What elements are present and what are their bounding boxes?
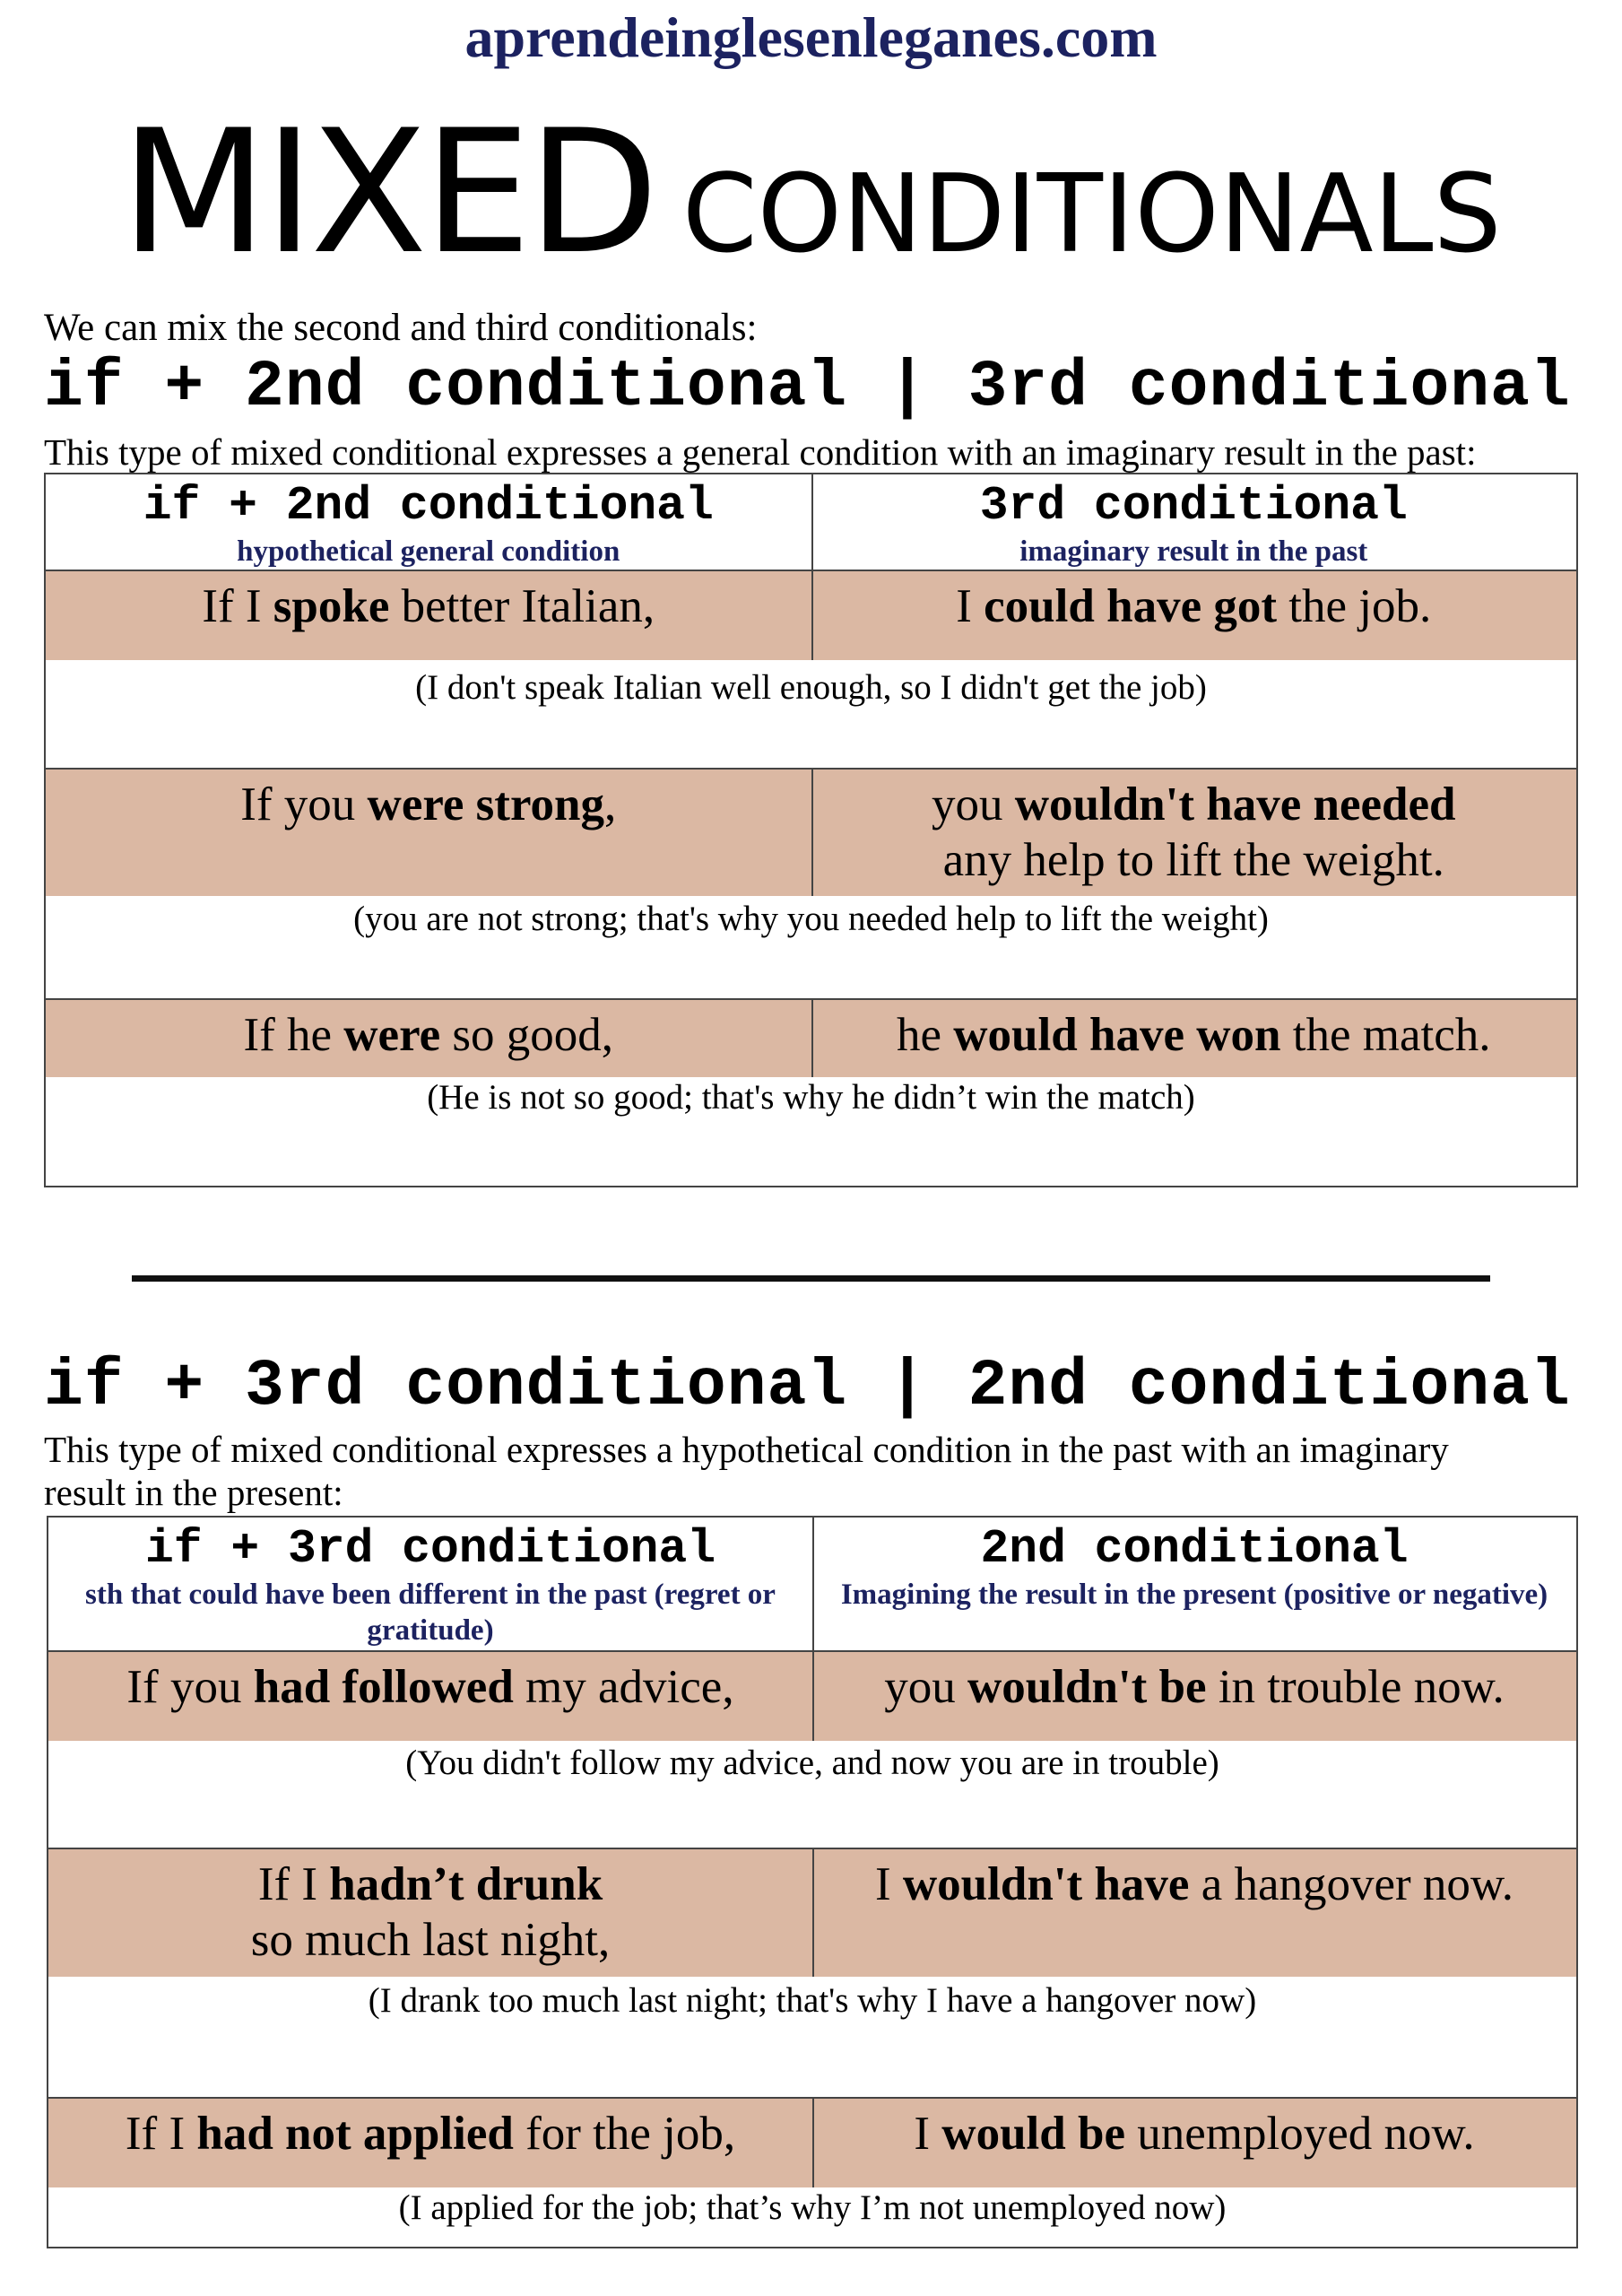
header-sub: Imagining the result in the present (positive or negative) [840, 1578, 1548, 1611]
section2-description: This type of mixed conditional expresses a hypothetical condition in the past with an imaginary result in the present: [44, 1429, 1449, 1513]
section1-table [44, 473, 1578, 1187]
explanation-note: (you are not strong; that's why you needed help to lift the weight) [353, 900, 1269, 938]
site-url: aprendeinglesenleganes.com [464, 5, 1158, 69]
header-cell-left [46, 474, 811, 570]
result-cell: you wouldn't be in trouble now. [884, 1661, 1505, 1713]
header-main: 2nd conditional [980, 1522, 1409, 1576]
result-cell: I wouldn't have a hangover now. [874, 1858, 1514, 1910]
result-cell: I would be unemployed now. [914, 2108, 1475, 2160]
explanation-note: (I don't speak Italian well enough, so I didn't get the job) [415, 668, 1207, 707]
explanation-note: (He is not so good; that's why he didn’t win the match) [427, 1078, 1195, 1117]
explanation-note: (You didn't follow my advice, and now you are in trouble) [405, 1744, 1219, 1782]
explanation-note: (I drank too much last night; that's why I have a hangover now) [368, 1981, 1257, 2020]
header-cell-left [48, 1518, 812, 1648]
explanation-note: (I applied for the job; that’s why I’m not unemployed now) [398, 2188, 1227, 2227]
section1-description: This type of mixed conditional expresses a general condition with an imaginary result in the past: [44, 431, 1477, 473]
condition-cell: If you were strong, [240, 778, 617, 831]
condition-cell: If he were so good, [243, 1009, 614, 1061]
page-title [0, 93, 1622, 336]
header-cell-right [811, 474, 1577, 570]
section1-intro: We can mix the second and third conditionals: [44, 307, 758, 349]
header-main: if + 2nd conditional [143, 479, 714, 533]
header-sub: hypothetical general condition [237, 535, 620, 568]
header-cell-right [812, 1518, 1576, 1613]
title-word-conditionals: CONDITIONALS [681, 152, 1502, 277]
condition-cell: If you had followed my advice, [126, 1661, 734, 1713]
header-main: if + 3rd conditional [144, 1522, 716, 1576]
header-main: 3rd conditional [979, 479, 1408, 533]
result-cell: he would have won the match. [897, 1009, 1491, 1061]
result-cell: I could have got the job. [956, 580, 1432, 632]
section1-formula: if + 2nd conditional | 3rd conditional [44, 350, 1571, 424]
result-cell: you wouldn't have needed any help to lift the weight. [931, 778, 1456, 886]
header-sub: sth that could have been different in the past (regret or gratitude) [85, 1578, 776, 1647]
title-word-mixed: MIXED [120, 93, 655, 291]
section2-formula: if + 3rd conditional | 2nd conditional [44, 1349, 1571, 1423]
condition-cell: If I spoke better Italian, [202, 580, 655, 632]
header-sub: imaginary result in the past [1019, 535, 1368, 568]
section-divider [132, 1275, 1490, 1282]
condition-cell: If I hadn’t drunk so much last night, [250, 1858, 611, 1966]
section2-table [47, 1516, 1578, 2248]
condition-cell: If I had not applied for the job, [125, 2108, 736, 2160]
